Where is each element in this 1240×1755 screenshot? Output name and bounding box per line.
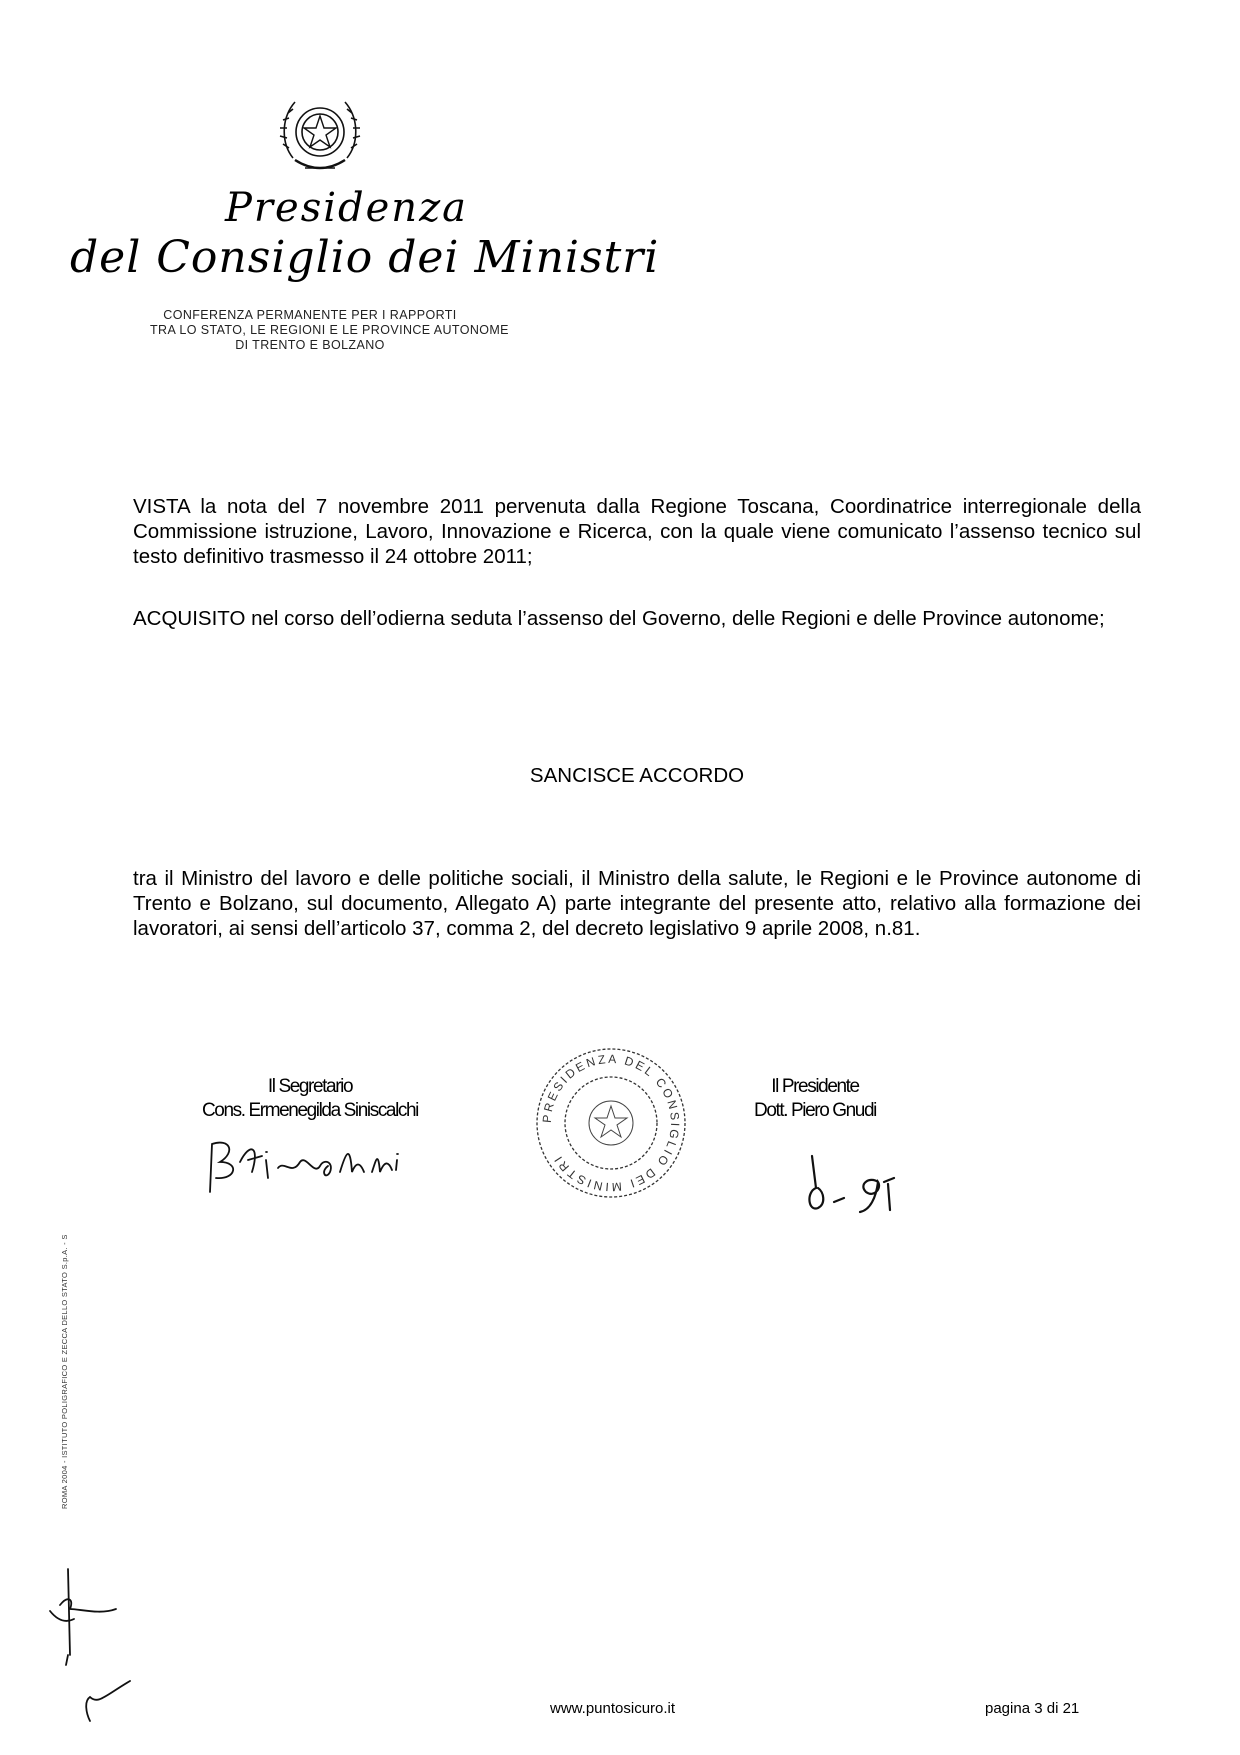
conference-line-1: CONFERENZA PERMANENTE PER I RAPPORTI (163, 308, 457, 322)
conference-line-2: TRA LO STATO, LE REGIONI E LE PROVINCE AUTONOME (150, 323, 509, 337)
president-role: Il Presidente (771, 1076, 859, 1097)
margin-print-note: ROMA 2004 - ISTITUTO POLIGRAFICO E ZECCA DELLO STATO S.p.A. - S (60, 1234, 69, 1509)
footer-url: www.puntosicuro.it (550, 1700, 676, 1717)
president-handwritten-signature (800, 1148, 950, 1218)
svg-text:PRESIDENZA DEL CONSIGLIO DEI M (540, 1052, 682, 1194)
title-consiglio-dei-ministri: del Consiglio dei Ministri (70, 232, 660, 283)
seal-text: PRESIDENZA DEL CONSIGLIO DEI MINISTRI (539, 1051, 683, 1195)
handwritten-initials (40, 1565, 150, 1725)
paragraph-acquisito: ACQUISITO nel corso dell’odierna seduta l’assenso del Governo, delle Regioni e delle Province autonome; (133, 607, 1105, 630)
secretary-name: Cons. Ermenegilda Siniscalchi (201, 1100, 419, 1121)
heading-sancisce-accordo: SANCISCE ACCORDO (529, 764, 745, 787)
conference-line-3: DI TRENTO E BOLZANO (235, 338, 385, 352)
footer-page-number: pagina 3 di 21 (985, 1700, 1080, 1717)
secretary-role: Il Segretario (267, 1076, 353, 1097)
italian-republic-emblem-icon (275, 88, 365, 184)
paragraph-vista: VISTA la nota del 7 novembre 2011 pervenuta dalla Regione Toscana, Coordinatrice interregionale della Commissione istruzione, Lavoro, Innovazione e Ricerca, con la quale viene comunicato l’assenso tecnico sul testo definitivo trasmesso il 24 ottobre 2011; (133, 495, 1141, 568)
title-presidenza: Presidenza (225, 185, 468, 231)
paragraph-tra: tra il Ministro del lavoro e delle politiche sociali, il Ministro della salute, le Regioni e le Province autonome di Trento e Bolzano, sul documento, Allegato A) parte integrante del presente atto, relativo alla formazione dei lavoratori, ai sensi dell’articolo 37, comma 2, del decreto legislativo 9 aprile 2008, n.81. (133, 867, 1141, 940)
president-name: Dott. Piero Gnudi (754, 1100, 876, 1121)
official-seal-stamp (532, 1044, 690, 1202)
secretary-handwritten-signature (200, 1132, 440, 1202)
